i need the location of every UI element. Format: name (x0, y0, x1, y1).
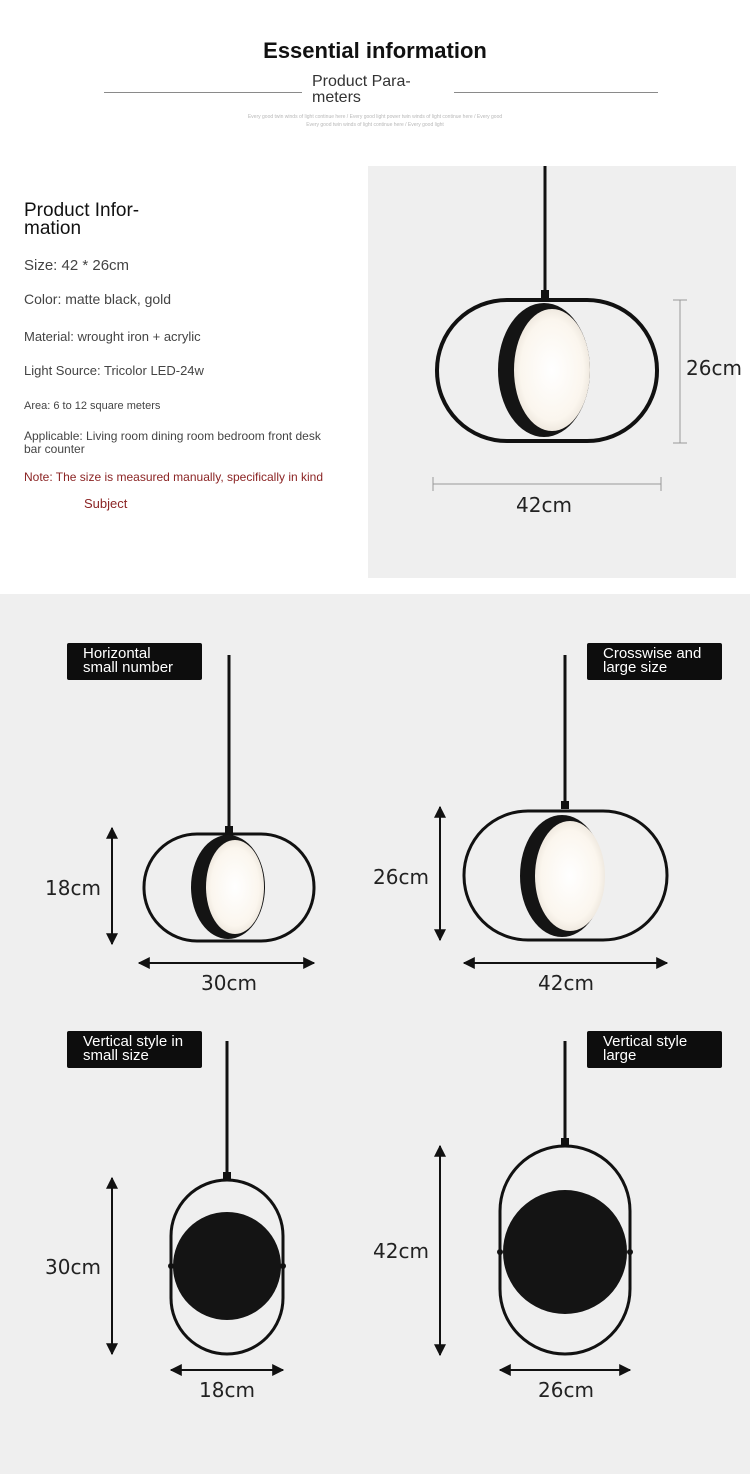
variant-label-3: Vertical style in small size (67, 1031, 202, 1068)
spec-area: Area: 6 to 12 square meters (24, 400, 161, 412)
variant-2-width-label: 42cm (538, 971, 594, 995)
size-note-continued: Subject (84, 496, 128, 511)
page-subtitle: Product Para- meters (312, 73, 411, 106)
variant-1-height-label: 18cm (45, 876, 101, 900)
variant-label-4: Vertical style large (587, 1031, 722, 1068)
faint-caption-1: Every good twin winds of light continue here / Every good light power twin winds of light continue here / Every good (247, 114, 503, 120)
variant-4-lamp (497, 1041, 633, 1354)
variant-1-lamp (144, 655, 314, 941)
variant-3-height-label: 30cm (45, 1255, 101, 1279)
spec-material: Material: wrought iron + acrylic (24, 329, 201, 344)
variant-1-width-label: 30cm (201, 971, 257, 995)
variant-label-1: Horizontal small number (67, 643, 202, 680)
variant-label-2: Crosswise and large size (587, 643, 722, 680)
main-width-label: 42cm (516, 493, 572, 517)
variant-2-lamp (464, 655, 667, 940)
main-lamp (437, 166, 657, 441)
variant-3-width-label: 18cm (199, 1378, 255, 1402)
product-info-heading: Product Infor- mation (24, 200, 140, 239)
main-height-label: 26cm (686, 356, 742, 380)
spec-size: Size: 42 * 26cm (24, 257, 130, 274)
variant-2-height-label: 26cm (373, 865, 429, 889)
size-note: Note: The size is measured manually, specifically in kind (24, 470, 324, 484)
spec-applicable: Applicable: Living room dining room bedroom front desk bar counter (24, 429, 321, 456)
faint-caption-2: Every good twin winds of light continue here / Every good light (306, 122, 444, 128)
variant-4-width-label: 26cm (538, 1378, 594, 1402)
main-dimension-height (673, 300, 687, 443)
page-title: Essential information (263, 38, 487, 63)
main-dimension-width (433, 477, 661, 491)
spec-light-source: Light Source: Tricolor LED-24w (24, 363, 204, 378)
variant-3-lamp (168, 1041, 286, 1354)
variant-4-height-label: 42cm (373, 1239, 429, 1263)
spec-color: Color: matte black, gold (24, 291, 172, 307)
